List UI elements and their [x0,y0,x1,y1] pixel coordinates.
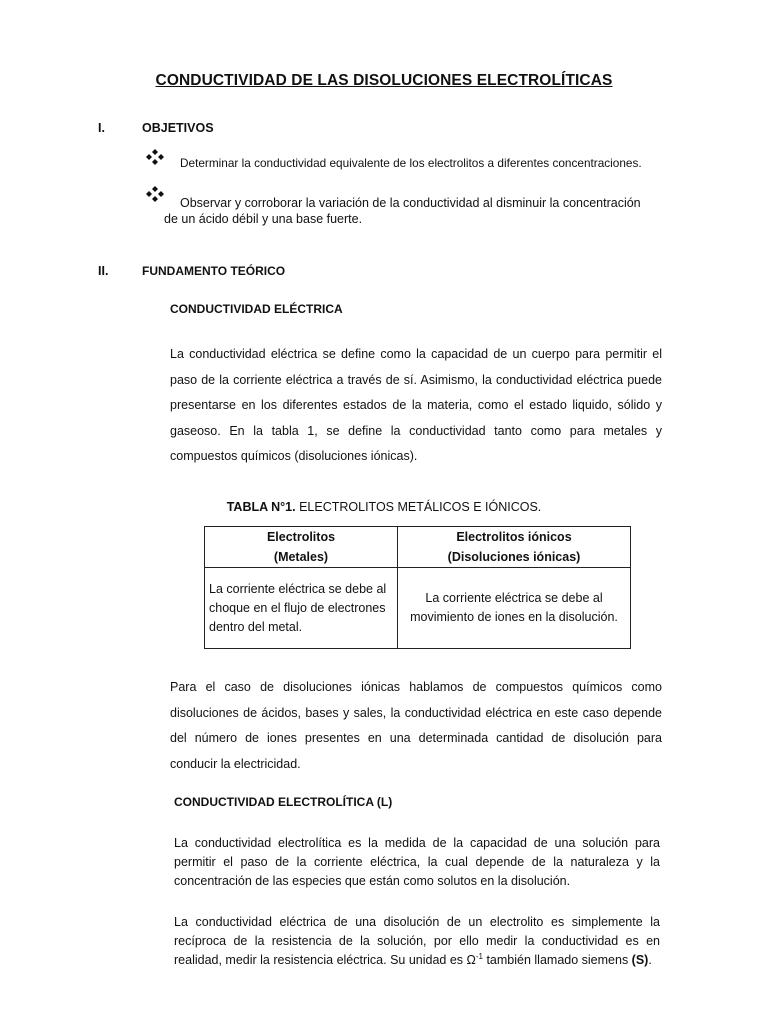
table-caption [0,500,768,514]
table-cell-metales: La corriente eléctrica se debe al choque en el flujo de electrones dentro del metal. [205,568,398,649]
subheading-conductividad-electrolitica: CONDUCTIVIDAD ELECTROLÍTICA (L) [174,795,393,809]
objective-2-line-1: Observar y corroborar la variación de la conductividad al disminuir la concentración [180,196,641,210]
objective-1: Determinar la conductividad equivalente de los electrolitos a diferentes concentraciones. [180,156,642,170]
objective-2-line-2: de un ácido débil y una base fuerte. [164,212,363,226]
table-caption-text: ELECTROLITOS METÁLICOS E IÓNICOS. [295,500,542,514]
table-header-ionicos-line2: (Disoluciones iónicas) [447,550,581,564]
table-header-ionicos-line1: Electrolitos iónicos [456,530,572,544]
table-header-ionicos [398,527,631,568]
paragraph-unidad-conductividad [174,913,660,970]
section-number-objetivos: I. [98,121,105,135]
diamond-bullet-icon [144,186,166,202]
paragraph-conductividad-electrolitica: La conductividad electrolítica es la medida de la capacidad de una solución para permitir el paso de la corriente eléctrica, la cual depende de la naturaleza y la concentración de las especies que están como solutos en la disolución. [174,836,660,888]
paragraph-disoluciones-ionicas: Para el caso de disoluciones iónicas hablamos de compuestos químicos como disoluciones de ácidos, bases y sales, la conductividad eléctrica en este caso depende del número de iones presentes en una determinada cantidad de disolución para conducir la electricidad. [170,680,662,771]
document-title: CONDUCTIVIDAD DE LAS DISOLUCIONES ELECTROLÍTICAS [155,72,613,89]
table-header-metales [205,527,398,568]
unit-paragraph-start: La conductividad eléctrica de una disolución de un electrolito es simplemente la recíproca de la resistencia de la solución, por ello medir la conductividad es en realidad, medir la resistencia eléctrica. Su unidad es Ω [174,915,660,967]
unit-exponent: -1 [475,951,483,961]
unit-paragraph-end: . [648,953,652,967]
diamond-bullet-icon [144,149,166,165]
table-caption-number: TABLA N°1. [226,500,296,514]
subheading-conductividad-electrica: CONDUCTIVIDAD ELÉCTRICA [170,302,343,316]
siemens-unit: (S) [631,953,649,967]
table-header-metales-line1: Electrolitos [266,530,336,544]
section-title-fundamento: FUNDAMENTO TEÓRICO [142,264,286,278]
section-title-objetivos: OBJETIVOS [142,121,214,135]
table-header-metales-line2: (Metales) [273,550,329,564]
table-header-row [205,527,631,568]
unit-paragraph-mid: también llamado siemens [482,953,632,967]
electrolytes-table [204,526,631,649]
paragraph-conductividad-electrica: La conductividad eléctrica se define como la capacidad de un cuerpo para permitir el paso de la corriente eléctrica a través de sí. Asimismo, la conductividad eléctrica puede presentarse en los diferentes estados de la materia, como el estado liquido, sólido y gaseoso. En la tabla 1, se define la conductividad tanto como para metales y compuestos químicos (disoluciones iónicas). [170,347,662,463]
table-row [205,568,631,649]
section-number-fundamento: II. [98,264,109,278]
table-cell-ionicos: La corriente eléctrica se debe al movimiento de iones en la disolución. [398,568,631,649]
